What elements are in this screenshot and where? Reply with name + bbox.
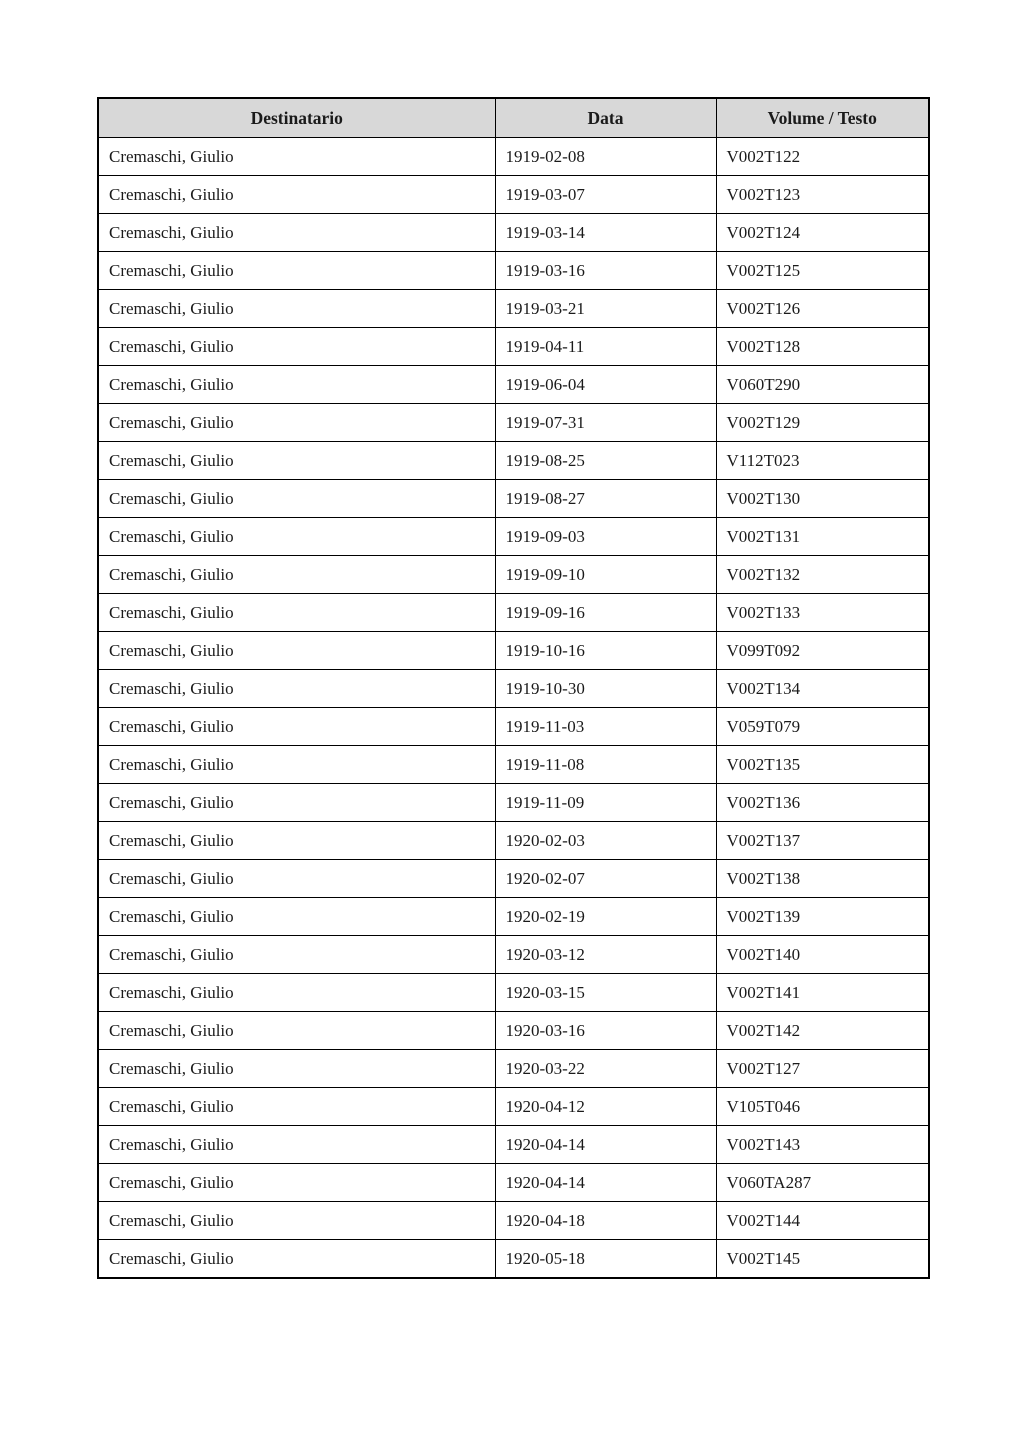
cell-data: 1920-03-15 [495, 974, 716, 1012]
table-row [98, 480, 929, 518]
table-row [98, 936, 929, 974]
cell-destinatario: Cremaschi, Giulio [98, 822, 495, 860]
cell-destinatario: Cremaschi, Giulio [98, 518, 495, 556]
cell-destinatario: Cremaschi, Giulio [98, 974, 495, 1012]
cell-data: 1919-03-16 [495, 252, 716, 290]
cell-data: 1919-03-21 [495, 290, 716, 328]
cell-volume-testo: V002T135 [716, 746, 929, 784]
cell-volume-testo: V002T140 [716, 936, 929, 974]
table-row [98, 1164, 929, 1202]
cell-destinatario: Cremaschi, Giulio [98, 936, 495, 974]
cell-volume-testo: V105T046 [716, 1088, 929, 1126]
cell-destinatario: Cremaschi, Giulio [98, 328, 495, 366]
table-row [98, 860, 929, 898]
table-row [98, 1202, 929, 1240]
cell-destinatario: Cremaschi, Giulio [98, 708, 495, 746]
table-row [98, 176, 929, 214]
cell-data: 1919-02-08 [495, 138, 716, 176]
table-row [98, 214, 929, 252]
cell-data: 1919-11-03 [495, 708, 716, 746]
cell-destinatario: Cremaschi, Giulio [98, 442, 495, 480]
correspondence-table [97, 97, 930, 1279]
cell-destinatario: Cremaschi, Giulio [98, 404, 495, 442]
cell-data: 1920-04-14 [495, 1164, 716, 1202]
cell-destinatario: Cremaschi, Giulio [98, 1088, 495, 1126]
cell-data: 1919-04-11 [495, 328, 716, 366]
cell-destinatario: Cremaschi, Giulio [98, 138, 495, 176]
cell-destinatario: Cremaschi, Giulio [98, 898, 495, 936]
cell-destinatario: Cremaschi, Giulio [98, 746, 495, 784]
cell-destinatario: Cremaschi, Giulio [98, 556, 495, 594]
cell-destinatario: Cremaschi, Giulio [98, 860, 495, 898]
cell-destinatario: Cremaschi, Giulio [98, 480, 495, 518]
table-row [98, 1050, 929, 1088]
cell-data: 1920-04-12 [495, 1088, 716, 1126]
cell-volume-testo: V002T145 [716, 1240, 929, 1279]
cell-destinatario: Cremaschi, Giulio [98, 594, 495, 632]
cell-volume-testo: V002T143 [716, 1126, 929, 1164]
cell-volume-testo: V060T290 [716, 366, 929, 404]
cell-data: 1920-04-18 [495, 1202, 716, 1240]
cell-destinatario: Cremaschi, Giulio [98, 366, 495, 404]
table-row [98, 1012, 929, 1050]
cell-volume-testo: V002T133 [716, 594, 929, 632]
cell-volume-testo: V002T137 [716, 822, 929, 860]
cell-destinatario: Cremaschi, Giulio [98, 632, 495, 670]
cell-volume-testo: V059T079 [716, 708, 929, 746]
cell-destinatario: Cremaschi, Giulio [98, 784, 495, 822]
cell-volume-testo: V002T126 [716, 290, 929, 328]
cell-data: 1919-06-04 [495, 366, 716, 404]
table-row [98, 366, 929, 404]
cell-destinatario: Cremaschi, Giulio [98, 1164, 495, 1202]
column-header-destinatario: Destinatario [98, 98, 495, 138]
cell-data: 1920-03-22 [495, 1050, 716, 1088]
cell-volume-testo: V002T141 [716, 974, 929, 1012]
cell-volume-testo: V002T125 [716, 252, 929, 290]
cell-volume-testo: V099T092 [716, 632, 929, 670]
cell-data: 1919-07-31 [495, 404, 716, 442]
cell-destinatario: Cremaschi, Giulio [98, 1012, 495, 1050]
table-row [98, 822, 929, 860]
table-row [98, 138, 929, 176]
table-body [98, 138, 929, 1279]
header-row [98, 98, 929, 138]
cell-destinatario: Cremaschi, Giulio [98, 1050, 495, 1088]
table-row [98, 1240, 929, 1279]
table-header [98, 98, 929, 138]
cell-volume-testo: V002T132 [716, 556, 929, 594]
cell-data: 1919-03-07 [495, 176, 716, 214]
cell-data: 1920-05-18 [495, 1240, 716, 1279]
table-row [98, 1126, 929, 1164]
cell-data: 1919-08-25 [495, 442, 716, 480]
cell-destinatario: Cremaschi, Giulio [98, 1240, 495, 1279]
cell-volume-testo: V002T122 [716, 138, 929, 176]
table-row [98, 898, 929, 936]
table-row [98, 328, 929, 366]
table-row [98, 974, 929, 1012]
table-row [98, 442, 929, 480]
cell-volume-testo: V002T129 [716, 404, 929, 442]
cell-volume-testo: V002T134 [716, 670, 929, 708]
cell-destinatario: Cremaschi, Giulio [98, 214, 495, 252]
table-row [98, 670, 929, 708]
column-header-data: Data [495, 98, 716, 138]
table-row [98, 1088, 929, 1126]
cell-volume-testo: V002T138 [716, 860, 929, 898]
cell-volume-testo: V002T127 [716, 1050, 929, 1088]
cell-destinatario: Cremaschi, Giulio [98, 1126, 495, 1164]
cell-data: 1919-10-16 [495, 632, 716, 670]
table-row [98, 632, 929, 670]
table-row [98, 784, 929, 822]
cell-data: 1919-09-10 [495, 556, 716, 594]
cell-volume-testo: V002T123 [716, 176, 929, 214]
table-row [98, 518, 929, 556]
cell-data: 1920-04-14 [495, 1126, 716, 1164]
cell-data: 1919-09-03 [495, 518, 716, 556]
cell-volume-testo: V002T131 [716, 518, 929, 556]
cell-destinatario: Cremaschi, Giulio [98, 176, 495, 214]
cell-data: 1920-03-16 [495, 1012, 716, 1050]
table-row [98, 594, 929, 632]
table-row [98, 556, 929, 594]
cell-destinatario: Cremaschi, Giulio [98, 252, 495, 290]
cell-data: 1919-11-09 [495, 784, 716, 822]
cell-volume-testo: V002T142 [716, 1012, 929, 1050]
cell-volume-testo: V002T128 [716, 328, 929, 366]
cell-data: 1919-11-08 [495, 746, 716, 784]
table-row [98, 404, 929, 442]
cell-data: 1920-03-12 [495, 936, 716, 974]
cell-volume-testo: V112T023 [716, 442, 929, 480]
cell-destinatario: Cremaschi, Giulio [98, 670, 495, 708]
cell-volume-testo: V002T139 [716, 898, 929, 936]
table-row [98, 252, 929, 290]
cell-data: 1919-08-27 [495, 480, 716, 518]
table-row [98, 746, 929, 784]
cell-data: 1920-02-07 [495, 860, 716, 898]
cell-data: 1920-02-03 [495, 822, 716, 860]
cell-destinatario: Cremaschi, Giulio [98, 290, 495, 328]
cell-volume-testo: V060TA287 [716, 1164, 929, 1202]
cell-volume-testo: V002T144 [716, 1202, 929, 1240]
cell-data: 1919-09-16 [495, 594, 716, 632]
column-header-volume-testo: Volume / Testo [716, 98, 929, 138]
table-row [98, 290, 929, 328]
cell-data: 1920-02-19 [495, 898, 716, 936]
table-row [98, 708, 929, 746]
cell-volume-testo: V002T136 [716, 784, 929, 822]
cell-volume-testo: V002T124 [716, 214, 929, 252]
cell-destinatario: Cremaschi, Giulio [98, 1202, 495, 1240]
cell-volume-testo: V002T130 [716, 480, 929, 518]
cell-data: 1919-10-30 [495, 670, 716, 708]
cell-data: 1919-03-14 [495, 214, 716, 252]
